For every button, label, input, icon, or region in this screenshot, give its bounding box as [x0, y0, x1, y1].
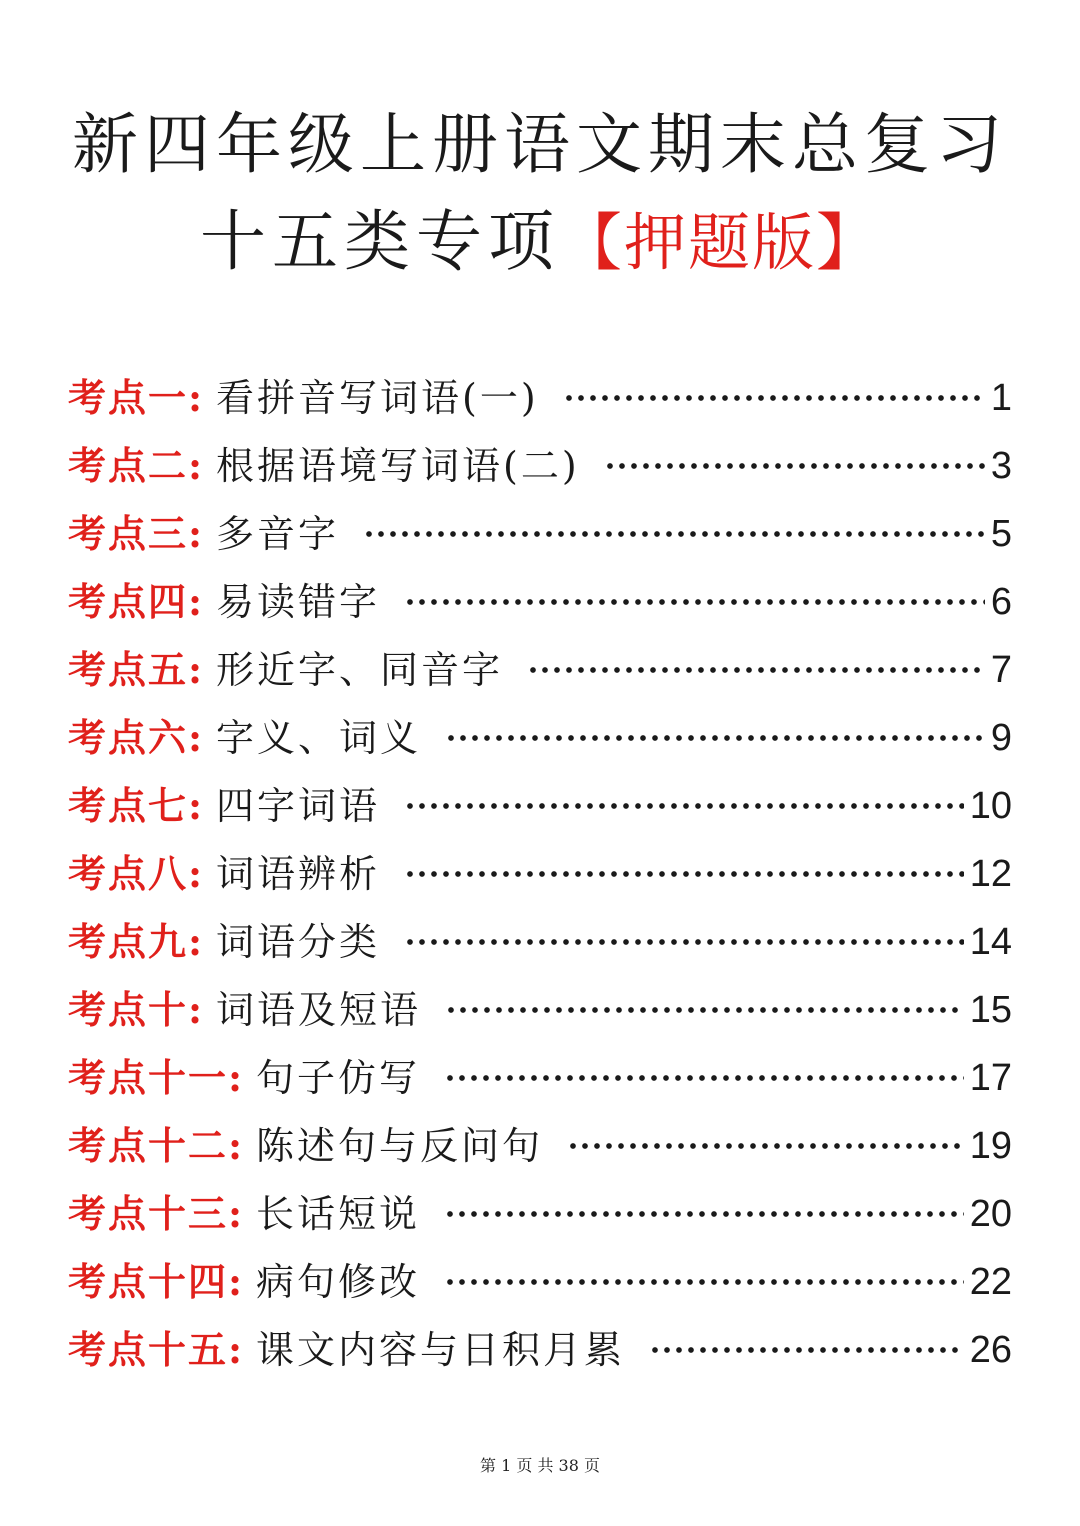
subtitle-main: 十五类专项: [199, 203, 560, 280]
toc-page-number: 14: [969, 921, 1012, 963]
toc-leader-dots: [404, 568, 985, 636]
toc-title: 形近字、同音字: [216, 648, 504, 692]
toc-page-number: 10: [969, 785, 1012, 827]
subtitle-tag: 【押题版】: [559, 206, 880, 279]
toc-key: 考点二:: [68, 443, 205, 488]
toc-title: 病句修改: [256, 1260, 421, 1304]
document-title: 新四年级上册语文期末总复习: [72, 106, 1008, 183]
toc-row-9[interactable]: [68, 908, 1012, 976]
toc-row-5[interactable]: [68, 636, 1012, 704]
toc-title: 根据语境写词语(二): [216, 444, 580, 488]
toc-key: 考点十一:: [68, 1055, 245, 1100]
toc-row-2[interactable]: [68, 432, 1012, 500]
toc-title: 词语分类: [216, 920, 381, 964]
toc-row-6[interactable]: [68, 704, 1012, 772]
toc-page-number: 15: [969, 989, 1012, 1031]
toc-page-number: 9: [990, 717, 1012, 759]
toc-leader-dots: [649, 1316, 964, 1384]
toc-leader-dots: [445, 704, 985, 772]
toc-key: 考点五:: [68, 647, 205, 692]
toc-row-4[interactable]: [68, 568, 1012, 636]
toc-title: 看拼音写词语(一): [216, 376, 539, 420]
toc-row-15[interactable]: [68, 1316, 1012, 1384]
toc-title: 词语及短语: [216, 988, 422, 1032]
toc-key: 考点十三:: [68, 1191, 245, 1236]
toc-row-11[interactable]: [68, 1044, 1012, 1112]
toc-title: 字义、词义: [216, 716, 422, 760]
document-subtitle: [0, 192, 1080, 293]
toc-leader-dots: [567, 1112, 964, 1180]
toc-leader-dots: [363, 500, 985, 568]
toc-title: 词语辨析: [216, 852, 381, 896]
toc-page-number: 26: [969, 1329, 1012, 1371]
toc-row-1[interactable]: [68, 364, 1012, 432]
toc-leader-dots: [404, 908, 964, 976]
toc-page-number: 7: [990, 649, 1012, 691]
toc-title: 课文内容与日积月累: [256, 1328, 626, 1372]
toc-row-3[interactable]: [68, 500, 1012, 568]
toc-leader-dots: [604, 432, 985, 500]
toc-page-number: 5: [990, 513, 1012, 555]
toc-key: 考点十四:: [68, 1259, 245, 1304]
toc-row-13[interactable]: [68, 1180, 1012, 1248]
toc-title: 四字词语: [216, 784, 381, 828]
toc-title: 陈述句与反问句: [256, 1124, 544, 1168]
toc-page-number: 22: [969, 1261, 1012, 1303]
toc-page-number: 12: [969, 853, 1012, 895]
toc-page-number: 19: [969, 1125, 1012, 1167]
toc-row-7[interactable]: [68, 772, 1012, 840]
toc-leader-dots: [404, 840, 964, 908]
toc-page-number: 17: [969, 1057, 1012, 1099]
toc-leader-dots: [563, 364, 985, 432]
toc-leader-dots: [444, 1180, 964, 1248]
toc-key: 考点四:: [68, 579, 205, 624]
toc-key: 考点一:: [68, 375, 205, 420]
toc-key: 考点九:: [68, 919, 205, 964]
toc-title: 多音字: [216, 512, 340, 556]
toc-page-number: 1: [990, 377, 1012, 419]
toc-row-14[interactable]: [68, 1248, 1012, 1316]
toc-leader-dots: [527, 636, 985, 704]
toc-key: 考点六:: [68, 715, 205, 760]
toc-key: 考点三:: [68, 511, 205, 556]
toc-page-number: 20: [969, 1193, 1012, 1235]
toc-key: 考点七:: [68, 783, 205, 828]
toc-leader-dots: [404, 772, 964, 840]
toc-key: 考点十五:: [68, 1327, 245, 1372]
toc-leader-dots: [444, 1248, 964, 1316]
toc-leader-dots: [445, 976, 964, 1044]
toc-key: 考点八:: [68, 851, 205, 896]
toc-page-number: 6: [990, 581, 1012, 623]
toc-title: 句子仿写: [256, 1056, 421, 1100]
toc-row-8[interactable]: [68, 840, 1012, 908]
toc-title: 长话短说: [256, 1192, 421, 1236]
page-footer: 第 1 页 共 38 页: [480, 1456, 600, 1475]
toc-key: 考点十二:: [68, 1123, 245, 1168]
toc-page-number: 3: [990, 445, 1012, 487]
toc-row-12[interactable]: [68, 1112, 1012, 1180]
toc-row-10[interactable]: [68, 976, 1012, 1044]
toc-title: 易读错字: [216, 580, 381, 624]
toc-leader-dots: [444, 1044, 964, 1112]
toc-key: 考点十:: [68, 987, 205, 1032]
